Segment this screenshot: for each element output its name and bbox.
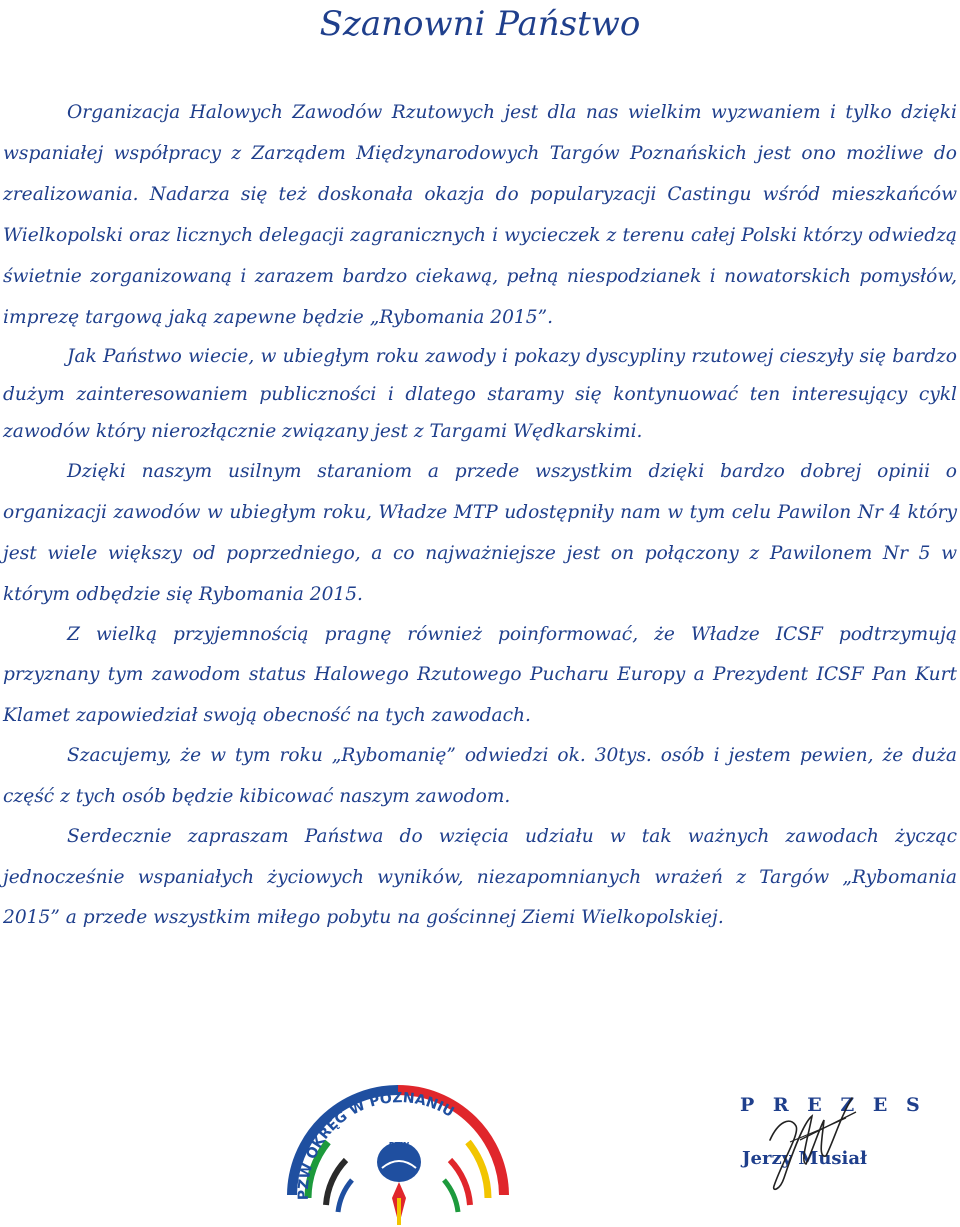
paragraph-6: Serdecznie zapraszam Państwa do wzięcia udziału w tak ważnych zawodach życząc jednocześnie wspaniałych życiowych wyników, niezapomnianych wrażeń z Targów „Rybomania 2015” a przede wszystkim miłego pobytu na gościnnej Ziemi Wielkopolskiej. bbox=[3, 826, 957, 928]
letter-body bbox=[3, 92, 957, 939]
signatory-name: Jerzy Musiał bbox=[742, 1148, 867, 1169]
pzw-okreg-poznan-logo bbox=[278, 1080, 518, 1225]
letter-footer bbox=[0, 1072, 960, 1227]
paragraph-4: Z wielką przyjemnością pragnę również poinformować, że Władze ICSF podtrzymują przyznany tym zawodom status Halowego Rzutowego Pucharu Europy a Prezydent ICSF Pan Kurt Klamet zapowiedział swoją obecność na tych zawodach. bbox=[3, 623, 957, 726]
paragraph-2: Jak Państwo wiecie, w ubiegłym roku zawody i pokazy dyscypliny rzutowej cieszyły się bardzo dużym zainteresowaniem publiczności i dlatego staramy się kontynuować ten interesujący cykl zawodów który nierozłącznie związany jest z Targami Wędkarskimi. bbox=[3, 346, 957, 442]
logo-arc-text: PZW OKRĘG W POZNANIU bbox=[295, 1090, 457, 1201]
letter-heading: Szanowni Państwo bbox=[319, 4, 641, 44]
handwritten-signature bbox=[760, 1082, 860, 1194]
paragraph-5: Szacujemy, że w tym roku „Rybomanię” odwiedzi ok. 30tys. osób i jestem pewien, że duża część z tych osób będzie kibicować naszym zawodom. bbox=[3, 745, 957, 807]
svg-text:PZW OKRĘG W POZNANIU bbox=[296, 1090, 457, 1200]
paragraph-1: Organizacja Halowych Zawodów Rzutowych jest dla nas wielkim wyzwaniem i tylko dzięki wspaniałej współpracy z Zarządem Międzynarodowych Targów Poznańskich jest ono możliwe do zrealizowania. Nadarza się też doskonała okazja do popularyzacji Castingu wśród mieszkańców Wielkopolski oraz licznych delegacji zagranicznych i wycieczek z terenu całej Polski którzy odwiedzą świetnie zorganizowaną i zarazem bardzo ciekawą, pełną niespodzianek i nowatorskich pomysłów, imprezę targową jaką zapewne będzie „Rybomania 2015”. bbox=[3, 102, 957, 328]
paragraph-3: Dzięki naszym usilnym staraniom a przede wszystkim dzięki bardzo dobrej opinii o organizacji zawodów w ubiegłym roku, Władze MTP udostępniły nam w tym celu Pawilon Nr 4 który jest wiele większy od poprzedniego, a co najważniejsze jest on połączony z Pawilonem Nr 5 w którym odbędzie się Rybomania 2015. bbox=[3, 460, 957, 605]
logo-emblem-text: PZW bbox=[388, 1141, 410, 1150]
signatory-role: P R E Z E S bbox=[740, 1094, 926, 1116]
